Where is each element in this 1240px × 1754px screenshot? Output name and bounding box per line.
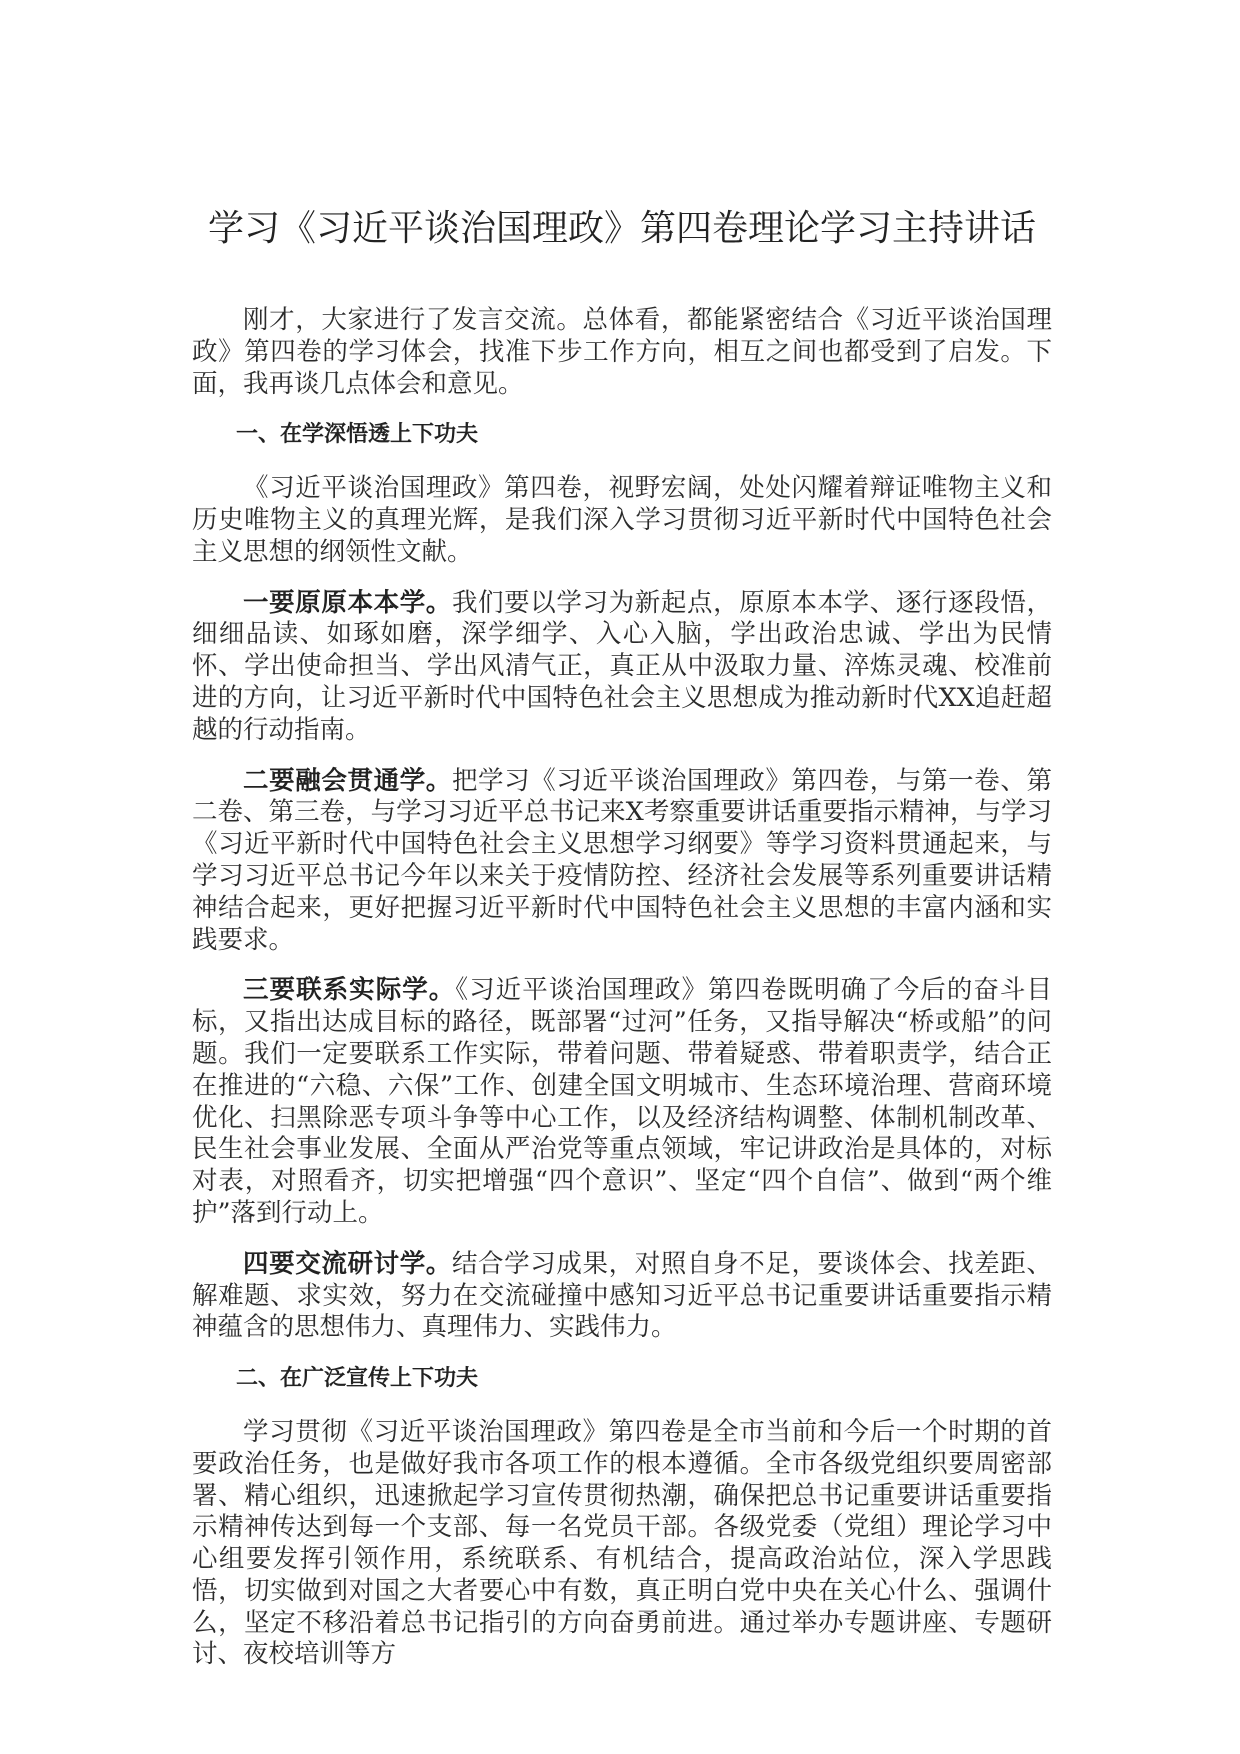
paragraph-text: 学习贯彻《习近平谈治国理政》第四卷是全市当前和今后一个时期的首要政治任务，也是做好我市各项工作的根本遵循。全市各级党组织要周密部署、精心组织，迅速掀起学习宣传贯彻热潮，确保把总书记重要讲话重要指示精神传达到每一个支部、每一名党员干部。各级党委（党组）理论学习中心组要发挥引领作用，系统联系、有机结合，提高政治站位，深入学思践悟，切实做到对国之大者要心中有数，真正明白党中央在关心什么、强调什么，坚定不移沿着总书记指引的方向奋勇前进。通过举办专题讲座、专题研讨、夜校培训等方 [192, 1416, 1052, 1670]
paragraph-text: 结合学习成果，对照自身不足，要谈体会、找差距、解难题、求实效，努力在交流碰撞中感知习近平总书记重要讲话重要指示精神蕴含的思想伟力、真理伟力、实践伟力。 [192, 1248, 1052, 1343]
document-title: 学习《习近平谈治国理政》第四卷理论学习主持讲话 [207, 208, 1036, 249]
paragraph-text: 《习近平谈治国理政》第四卷既明确了今后的奋斗目标，又指出达成目标的路径，既部署“过河”任务，又指导解决“桥或船”的问题。我们一定要联系工作实际，带着问题、带着疑惑、带着职责学，结合正在推进的“六稳、六保”工作、创建全国文明城市、生态环境治理、营商环境优化、扫黑除恶专项斗争等中心工作，以及经济结构调整、体制机制改革、民生社会事业发展、全面从严治党等重点领域，牢记讲政治是具体的，对标对表，对照看齐，切实把增强“四个意识”、坚定“四个自信”、做到“两个维护”落到行动上。 [192, 975, 1052, 1228]
paragraph [192, 975, 1052, 1229]
paragraph [192, 305, 1052, 400]
paragraph [192, 1249, 1052, 1344]
paragraph-lead: 四要交流研讨学。 [243, 1248, 452, 1279]
paragraph [192, 473, 1052, 568]
paragraph-text: 我们要以学习为新起点，原原本本学、逐行逐段悟，细细品读、如琢如磨，深学细学、入心入脑，学出政治忠诚、学出为民情怀、学出使命担当、学出风清气正，真正从中汲取力量、淬炼灵魂、校准前进的方向，让习近平新时代中国特色社会主义思想成为推动新时代XX追赶超越的行动指南。 [192, 587, 1052, 745]
paragraph-lead: 二要融会贯通学。 [243, 765, 452, 796]
section-heading [192, 419, 1052, 451]
paragraph-text: 刚才，大家进行了发言交流。总体看，都能紧密结合《习近平谈治国理政》第四卷的学习体会，找准下步工作方向，相互之间也都受到了启发。下面，我再谈几点体会和意见。 [192, 305, 1052, 399]
paragraph [192, 588, 1052, 747]
paragraph-lead: 一要原原本本学。 [243, 587, 452, 618]
paragraph [192, 1417, 1052, 1671]
paragraph-text: 《习近平谈治国理政》第四卷，视野宏阔，处处闪耀着辩证唯物主义和历史唯物主义的真理光辉，是我们深入学习贯彻习近平新时代中国特色社会主义思想的纲领性文献。 [192, 473, 1052, 567]
paragraph-text: 把学习《习近平谈治国理政》第四卷，与第一卷、第二卷、第三卷，与学习习近平总书记来X考察重要讲话重要指示精神，与学习《习近平新时代中国特色社会主义思想学习纲要》等学习资料贯通起来，与学习习近平总书记今年以来关于疫情防控、经济社会发展等系列重要讲话精神结合起来，更好把握习近平新时代中国特色社会主义思想的丰富内涵和实践要求。 [192, 765, 1052, 955]
document-body [192, 305, 1052, 1690]
paragraph-text: 一、在学深悟透上下功夫 [236, 422, 479, 448]
section-heading [192, 1363, 1052, 1395]
paragraph [192, 766, 1052, 957]
paragraph-lead: 三要联系实际学。 [243, 975, 456, 1006]
paragraph-text: 二、在广泛宣传上下功夫 [236, 1366, 479, 1392]
